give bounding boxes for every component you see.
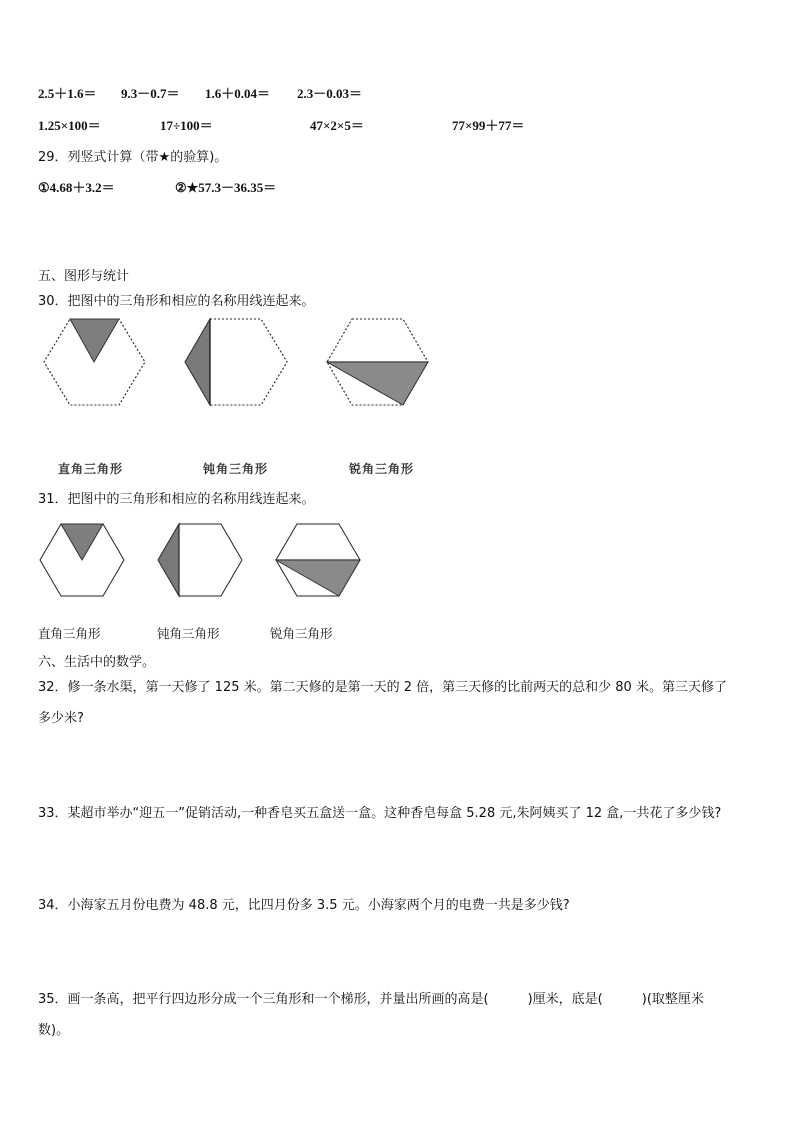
calc-1-3: 1.6＋0.04＝ — [205, 86, 271, 101]
calc-1-4: 2.3－0.03＝ — [297, 86, 363, 101]
q29-item-2: ②★57.3－36.35＝ — [175, 180, 277, 195]
q34-text: 34．小海家五月份电费为 48.8 元，比四月份多 3.5 元。小海家两个月的电费一共是多少钱? — [38, 898, 570, 913]
q31-title: 31．把图中的三角形和相应的名称用线连起来。 — [38, 492, 315, 507]
q31-label-acute: 锐角三角形 — [270, 626, 333, 641]
q32-line-2: 多少米? — [38, 711, 84, 726]
q31-label-right: 直角三角形 — [38, 626, 101, 641]
q35-line-1: 35．画一条高，把平行四边形分成一个三角形和一个梯形，并量出所画的高是( )厘米，底是( )(取整厘米 — [38, 992, 704, 1007]
q33-text: 33．某超市举办“迎五一”促销活动,一种香皂买五盒送一盒。这种香皂每盒 5.28 元,朱阿姨买了 12 盒,一共花了多少钱? — [38, 806, 722, 821]
calc-2-3: 47×2×5＝ — [310, 118, 364, 133]
calc-1-2: 9.3－0.7＝ — [121, 86, 180, 101]
section-5-heading: 五、图形与统计 — [38, 269, 130, 284]
q30-label-right: 直角三角形 — [58, 462, 124, 476]
q30-title: 30．把图中的三角形和相应的名称用线连起来。 — [38, 294, 315, 309]
calc-2-2: 17÷100＝ — [160, 118, 213, 133]
q31-hexagon-right-triangle — [40, 524, 124, 596]
calc-1-1: 2.5＋1.6＝ — [38, 86, 97, 101]
q35-line-2: 数)。 — [38, 1023, 70, 1038]
calc-2-4: 77×99＋77＝ — [452, 118, 525, 133]
q29-item-1: ①4.68＋3.2＝ — [38, 180, 115, 195]
q31-hexagon-acute-triangle — [276, 524, 360, 596]
q30-label-obtuse: 钝角三角形 — [203, 462, 269, 476]
section-6-heading: 六、生活中的数学。 — [38, 655, 156, 670]
calc-2-1: 1.25×100＝ — [38, 118, 101, 133]
q30-label-acute: 锐角三角形 — [349, 462, 415, 476]
q32-line-1: 32．修一条水渠，第一天修了 125 米。第二天修的是第一天的 2 倍，第三天修的比前两天的总和少 80 米。第三天修了 — [38, 680, 727, 695]
q31-hexagon-obtuse-triangle — [158, 524, 242, 596]
q29-title: 29．列竖式计算（带★的验算)。 — [38, 150, 228, 165]
q31-label-obtuse: 钝角三角形 — [157, 626, 220, 641]
